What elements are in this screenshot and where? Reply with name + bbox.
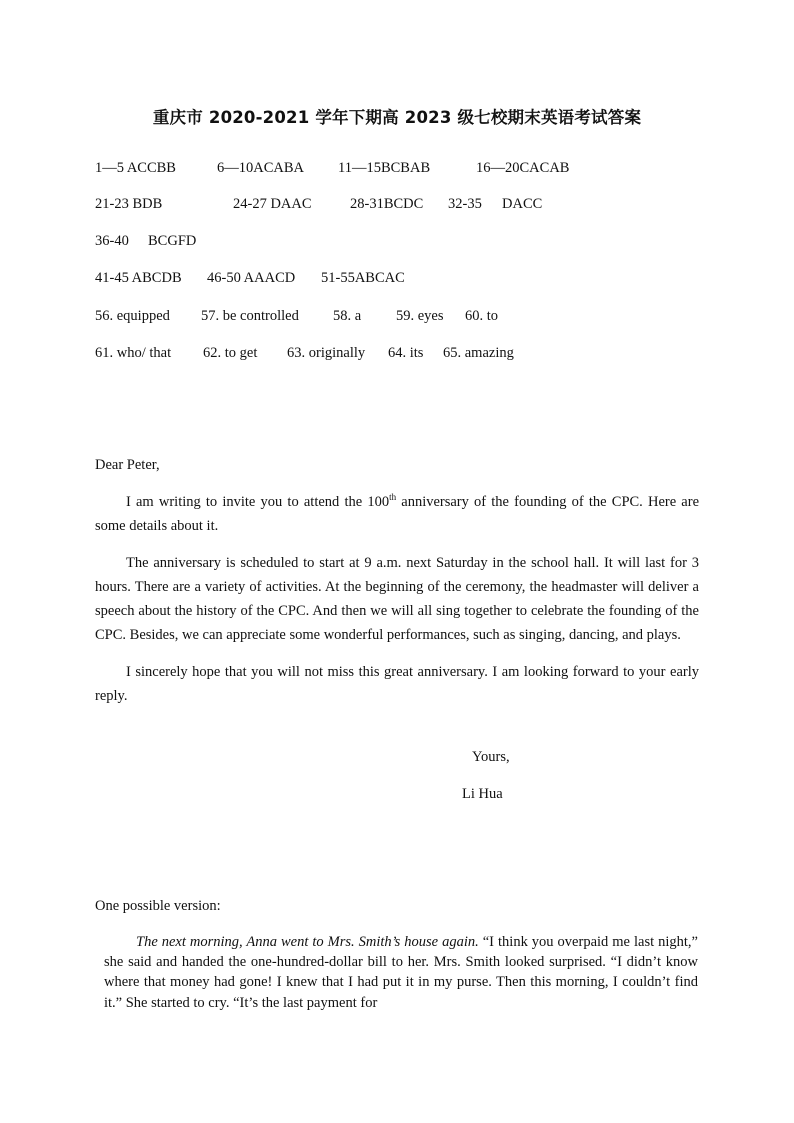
page-title: 重庆市 2020-2021 学年下期高 2023 级七校期末英语考试答案 — [152, 108, 642, 127]
answer-group: 60. to — [465, 308, 499, 324]
answer-row-4 — [95, 270, 405, 290]
letter-paragraph — [95, 490, 699, 538]
story-clip — [0, 932, 794, 1022]
answer-group: 62. to get — [203, 345, 258, 361]
answer-group: 59. eyes — [396, 308, 444, 324]
answer-group: 21-23 BDB — [95, 196, 163, 212]
answer-group: 46-50 AAACD — [207, 270, 296, 286]
story-paragraph — [104, 932, 698, 1013]
story-lead: The next morning, Anna went to Mrs. Smith’s house again. — [136, 934, 479, 950]
answer-group: 6—10ACABA — [217, 160, 305, 176]
answer-row-1 — [95, 160, 570, 180]
letter-text: anniversary of the founding of the CPC. Here are some details about it. — [95, 494, 699, 534]
answer-row-6 — [95, 345, 514, 365]
answer-group: 11—15BCBAB — [338, 160, 431, 176]
letter-body — [95, 490, 699, 708]
answer-group: DACC — [502, 196, 543, 212]
letter-paragraph: I sincerely hope that you will not miss this great anniversary. I am looking forward to your early reply. — [95, 664, 699, 704]
letter-paragraph: The anniversary is scheduled to start at 9 a.m. next Saturday in the school hall. It will last for 3 hours. There are a variety of activities. At the beginning of the ceremony, the headmaster will deliver a speech about the history of the CPC. And then we will all sing together to celebrate the founding of the CPC. Besides, we can appreciate some wonderful performances, such as singing, dancing, and plays. — [95, 555, 699, 643]
answer-row-2 — [95, 196, 543, 216]
letter-signature: Li Hua — [462, 786, 503, 802]
answer-group: 65. amazing — [443, 345, 514, 361]
answer-group: 63. originally — [287, 345, 366, 361]
ordinal-suffix: th — [389, 492, 397, 503]
answer-group: 61. who/ that — [95, 345, 172, 361]
story-text: “I think you overpaid me last night,” she said and handed the one-hundred-dollar bill to her. Mrs. Smith looked surprised. “I didn’t know where that money had gone! I knew that I had put it in my purse. Then this morning, I couldn’t find it.” She started to cry. “It’s the last payment for — [104, 934, 698, 1011]
answer-group: 57. be controlled — [201, 308, 299, 324]
answer-group: 56. equipped — [95, 308, 170, 324]
answer-group: 58. a — [333, 308, 362, 324]
letter-greeting: Dear Peter, — [95, 457, 160, 473]
letter-text: I am writing to invite you to attend the 100 — [126, 494, 390, 510]
answer-group: 51-55ABCAC — [321, 270, 405, 286]
answer-group: 64. its — [388, 345, 424, 361]
answer-group: BCGFD — [148, 233, 197, 249]
answer-group: 28-31BCDC — [350, 196, 424, 212]
answer-group: 36-40 — [95, 233, 129, 249]
answer-row-3 — [95, 233, 197, 253]
answer-group: 1—5 ACCBB — [95, 160, 176, 176]
letter-closing: Yours, — [472, 749, 510, 765]
answer-group: 24-27 DAAC — [233, 196, 312, 212]
answer-group: 16—20CACAB — [476, 160, 570, 176]
story-intro: One possible version: — [95, 898, 221, 914]
answer-group: 32-35 — [448, 196, 482, 212]
answer-row-5 — [95, 308, 499, 328]
answer-group: 41-45 ABCDB — [95, 270, 182, 286]
